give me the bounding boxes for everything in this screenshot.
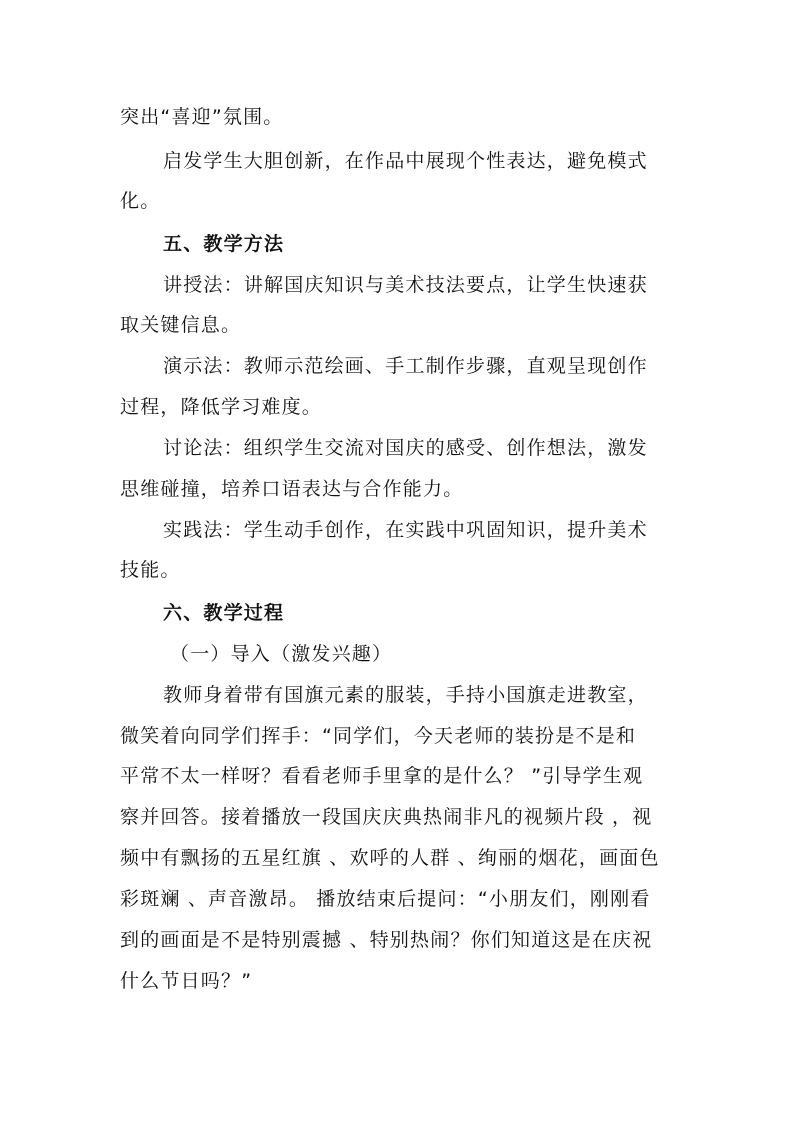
paragraph-line: 察并回答。接着播放一段国庆庆典热闹非凡的视频片段 ，视 bbox=[120, 806, 653, 828]
subsection-heading: （一）导入（激发兴趣） bbox=[170, 643, 393, 665]
paragraph-line: 什么节日吗？” bbox=[120, 970, 253, 992]
paragraph-line: 实践法：学生动手创作，在实践中巩固知识，提升美术 bbox=[163, 519, 648, 541]
paragraph-line: 频中有飘扬的五星红旗 、欢呼的人群 、绚丽的烟花，画面色 bbox=[120, 847, 660, 869]
paragraph-line: 启发学生大胆创新，在作品中展现个性表达，避免模式 bbox=[163, 150, 648, 172]
paragraph-line: 技能。 bbox=[120, 559, 181, 581]
paragraph-line: 讨论法：组织学生交流对国庆的感受、创作想法，激发 bbox=[163, 437, 648, 459]
paragraph-line: 微笑着向同学们挥手：“同学们，今天老师的装扮是不是和 bbox=[120, 725, 637, 747]
paragraph-line: 过程，降低学习难度。 bbox=[120, 396, 323, 418]
paragraph-line: 突出“喜迎”氛围。 bbox=[120, 106, 284, 128]
paragraph-line: 彩斑斓 、声音激昂。 播放结束后提问：“小朋友们，刚刚看 bbox=[120, 888, 651, 910]
paragraph-line: 演示法：教师示范绘画、手工制作步骤，直观呈现创作 bbox=[163, 355, 648, 377]
paragraph-line: 化。 bbox=[120, 190, 161, 212]
paragraph-line: 教师身着带有国旗元素的服装，手持小国旗走进教室， bbox=[163, 684, 648, 706]
paragraph-line: 取关键信息。 bbox=[120, 314, 242, 336]
paragraph-line: 讲授法：讲解国庆知识与美术技法要点，让学生快速获 bbox=[163, 274, 648, 296]
paragraph-line: 思维碰撞，培养口语表达与合作能力。 bbox=[120, 478, 464, 500]
paragraph-line: 平常不太一样呀？看看老师手里拿的是什么？ ”引导学生观 bbox=[120, 765, 644, 787]
section-heading: 五、教学方法 bbox=[163, 233, 285, 255]
paragraph-line: 到的画面是不是特别震撼 、特别热闹？你们知道这是在庆祝 bbox=[120, 929, 653, 951]
section-heading: 六、教学过程 bbox=[163, 602, 285, 624]
